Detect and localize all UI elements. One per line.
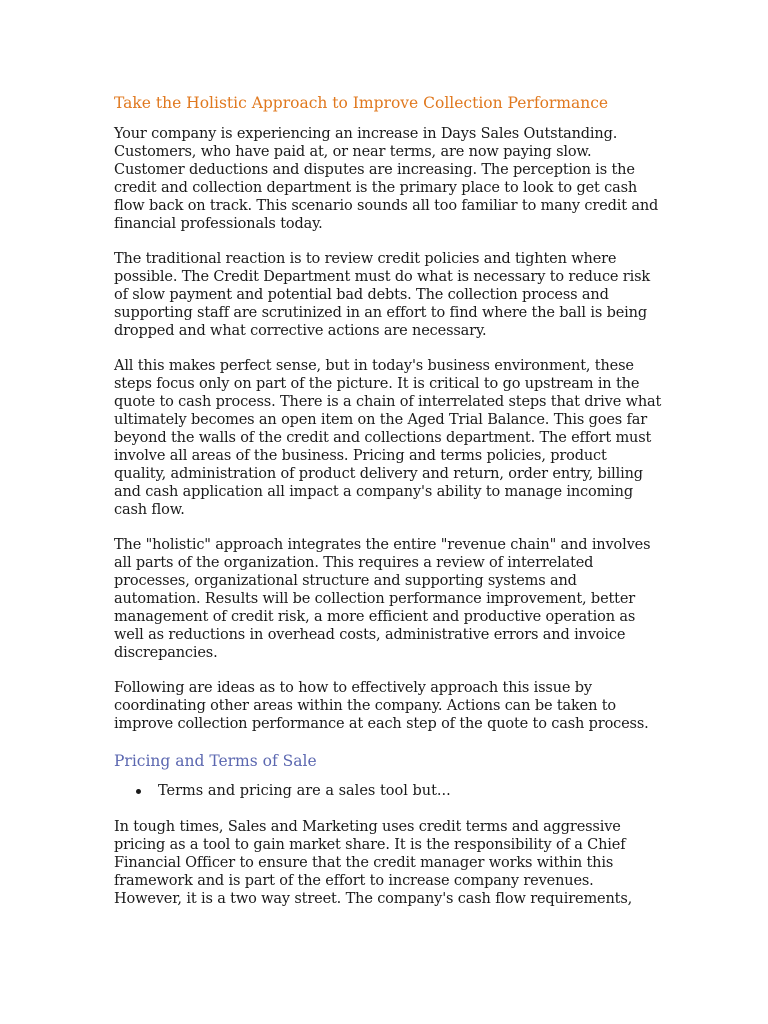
section-heading-pricing-terms: Pricing and Terms of Sale <box>114 752 317 770</box>
bullet-list <box>114 782 662 800</box>
list-item <box>136 782 662 800</box>
paragraph-traditional-reaction: The traditional reaction is to review credit policies and tighten where possible. The Credit Department must do what is necessary to reduce risk of slow payment and potential bad debts. The collection process and supporting staff are scrutinized in an effort to find where the ball is being dropped and what corrective actions are necessary. <box>114 251 651 339</box>
paragraph-tough-times: In tough times, Sales and Marketing uses credit terms and aggressive pricing as a tool to gain market share. It is the responsibility of a Chief Financial Officer to ensure that the credit manager works within this framework and is part of the effort to increase company revenues. However, it is a two way street. The company's cash flow requirements, <box>114 819 633 907</box>
document-page <box>114 92 662 925</box>
document-title: Take the Holistic Approach to Improve Collection Performance <box>114 94 609 112</box>
paragraph-holistic: The "holistic" approach integrates the entire "revenue chain" and involves all parts of the organization. This requires a review of interrelated processes, organizational structure and supporting systems and automation. Results will be collection performance improvement, better management of credit risk, a more efficient and productive operation as well as reductions in overhead costs, administrative errors and invoice discrepancies. <box>114 537 651 661</box>
paragraph-upstream: All this makes perfect sense, but in today's business environment, these steps focus only on part of the picture. It is critical to go upstream in the quote to cash process. There is a chain of interrelated steps that drive what ultimately becomes an open item on the Aged Trial Balance. This goes far beyond the walls of the credit and collections department. The effort must involve all areas of the business. Pricing and terms policies, product quality, administration of product delivery and return, order entry, billing and cash application all impact a company's ability to manage incoming cash flow. <box>114 358 662 518</box>
list-item-text: Terms and pricing are a sales tool but... <box>158 783 451 799</box>
bullet-dot-icon <box>136 789 141 794</box>
paragraph-intro: Your company is experiencing an increase in Days Sales Outstanding. Customers, who have paid at, or near terms, are now paying slow. Customer deductions and disputes are increasing. The perception is the credit and collection department is the primary place to look to get cash flow back on track. This scenario sounds all too familiar to many credit and financial professionals today. <box>114 126 659 232</box>
paragraph-following-ideas: Following are ideas as to how to effectively approach this issue by coordinating other areas within the company. Actions can be taken to improve collection performance at each step of the quote to cash process. <box>114 680 649 732</box>
